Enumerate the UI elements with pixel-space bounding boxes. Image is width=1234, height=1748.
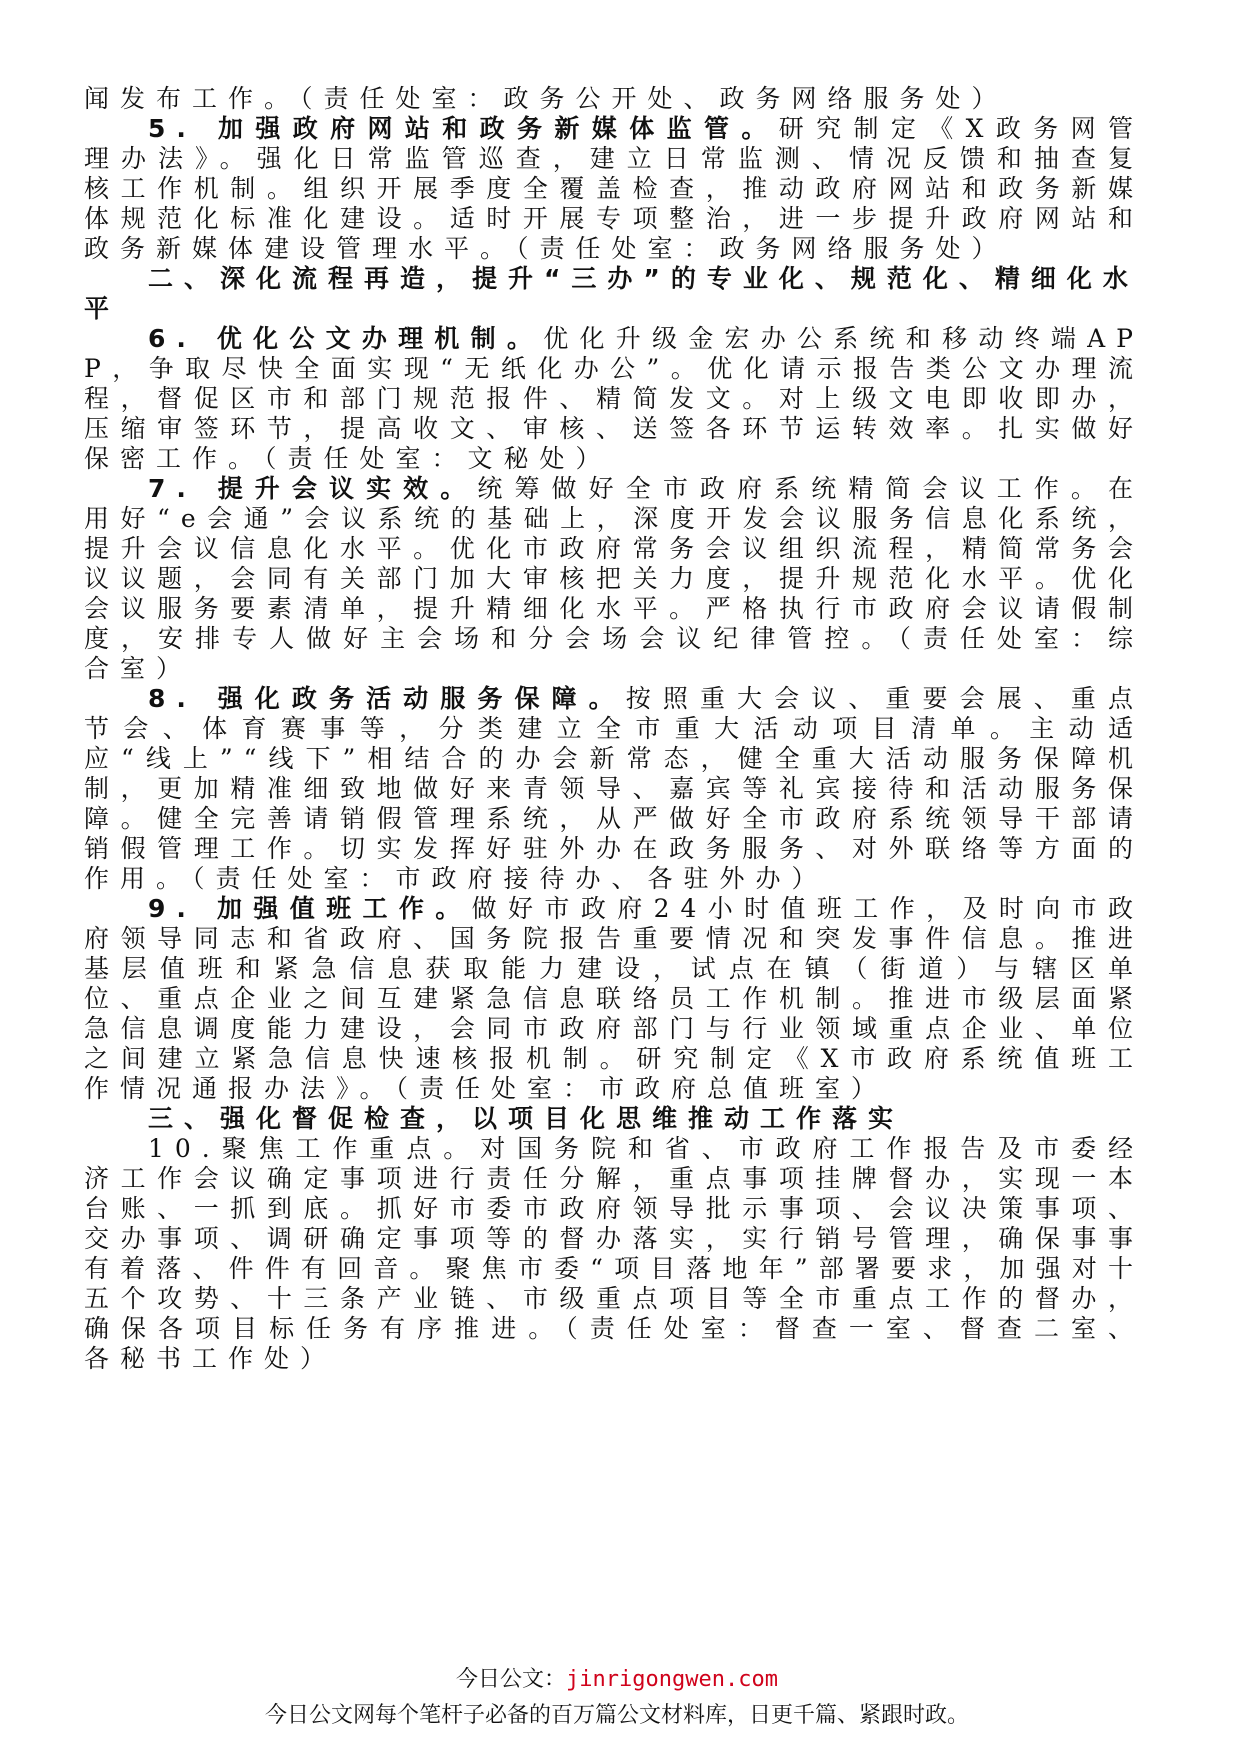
paragraph-continuation: 闻发布工作。（责任处室：政务公开处、政务网络服务处）: [84, 84, 1008, 113]
section-heading-2: 二、深化流程再造，提升“三办”的专业化、规范化、精细化水平: [84, 264, 1139, 323]
section-heading-3: 三、强化督促检查，以项目化思维推动工作落实: [148, 1104, 905, 1133]
item-9-body: 做好市政府24小时值班工作，及时向市政府领导同志和省政府、国务院报告重要情况和突发事件信息。推进基层值班和紧急信息获取能力建设，试点在镇（街道）与辖区单位、重点企业之间互建紧急信息联络员工作机制。推进市级层面紧急信息调度能力建设，会同市政府部门与行业领域重点企业、单位之间建立紧急信息快速核报机制。研究制定《X市政府系统值班工作情况通报办法》。（责任处室：市政府总值班室）: [84, 894, 1144, 1103]
item-8-body: 按照重大会议、重要会展、重点节会、体育赛事等，分类建立全市重大活动项目清单。主动适应“线上”“线下”相结合的办会新常态，健全重大活动服务保障机制，更加精准细致地做好来青领导、嘉宾等礼宾接待和活动服务保障。健全完善请销假管理系统，从严做好全市政府系统领导干部请销假管理工作。切实发挥好驻外办在政务服务、对外联络等方面的作用。（责任处室：市政府接待办、各驻外办）: [84, 684, 1144, 893]
footer-url-link[interactable]: jinrigongwen.com: [566, 1667, 778, 1692]
item-9-title: 9. 加强值班工作。: [148, 894, 472, 923]
footer-slogan: 今日公文网每个笔杆子必备的百万篇公文材料库，日更千篇、紧跟时政。: [264, 1703, 969, 1728]
item-7-body: 统筹做好全市政府系统精简会议工作。在用好“e会通”会议系统的基础上，深度开发会议服务信息化系统，提升会议信息化水平。优化市政府常务会议组织流程，精简常务会议议题，会同有关部门加大审核把关力度，提升规范化水平。优化会议服务要素清单，提升精细化水平。严格执行市政府会议请假制度，安排专人做好主会场和分会场会议纪律管控。（责任处室：综合室）: [84, 474, 1144, 683]
item-6-body: 优化升级金宏办公系统和移动终端APP，争取尽快全面实现“无纸化办公”。优化请示报告类公文办理流程，督促区市和部门规范报件、精简发文。对上级文电即收即办，压缩审签环节，提高收文、审核、送签各环节运转效率。扎实做好保密工作。（责任处室：文秘处）: [84, 324, 1144, 473]
item-6-title: 6. 优化公文办理机制。: [148, 324, 544, 353]
item-8-title: 8. 强化政务活动服务保障。: [148, 684, 626, 713]
item-7-title: 7. 提升会议实效。: [148, 474, 478, 503]
footer-label: 今日公文：: [456, 1667, 567, 1692]
item-5: [84, 114, 1144, 264]
item-5-title: 5. 加强政府网站和政务新媒体监管。: [148, 114, 779, 143]
item-8: [84, 684, 1144, 894]
footer-source: [0, 1662, 1234, 1693]
item-6: [84, 324, 1144, 474]
item-5-body: 研究制定《X政务网管理办法》。强化日常监管巡查，建立日常监测、情况反馈和抽查复核工作机制。组织开展季度全覆盖检查，推动政府网站和政务新媒体规范化标准化建设。适时开展专项整治，进一步提升政府网站和政务新媒体建设管理水平。（责任处室：政务网络服务处）: [84, 114, 1144, 263]
document-body: [84, 84, 1144, 1374]
item-10: 10.聚焦工作重点。对国务院和省、市政府工作报告及市委经济工作会议确定事项进行责任分解，重点事项挂牌督办，实现一本台账、一抓到底。抓好市委市政府领导批示事项、会议决策事项、交办事项、调研确定事项等的督办落实，实行销号管理，确保事事有着落、件件有回音。聚焦市委“项目落地年”部署要求，加强对十五个攻势、十三条产业链、市级重点项目等全市重点工作的督办，确保各项目标任务有序推进。（责任处室：督查一室、督查二室、各秘书工作处）: [84, 1134, 1144, 1373]
item-9: [84, 894, 1144, 1104]
item-7: [84, 474, 1144, 684]
